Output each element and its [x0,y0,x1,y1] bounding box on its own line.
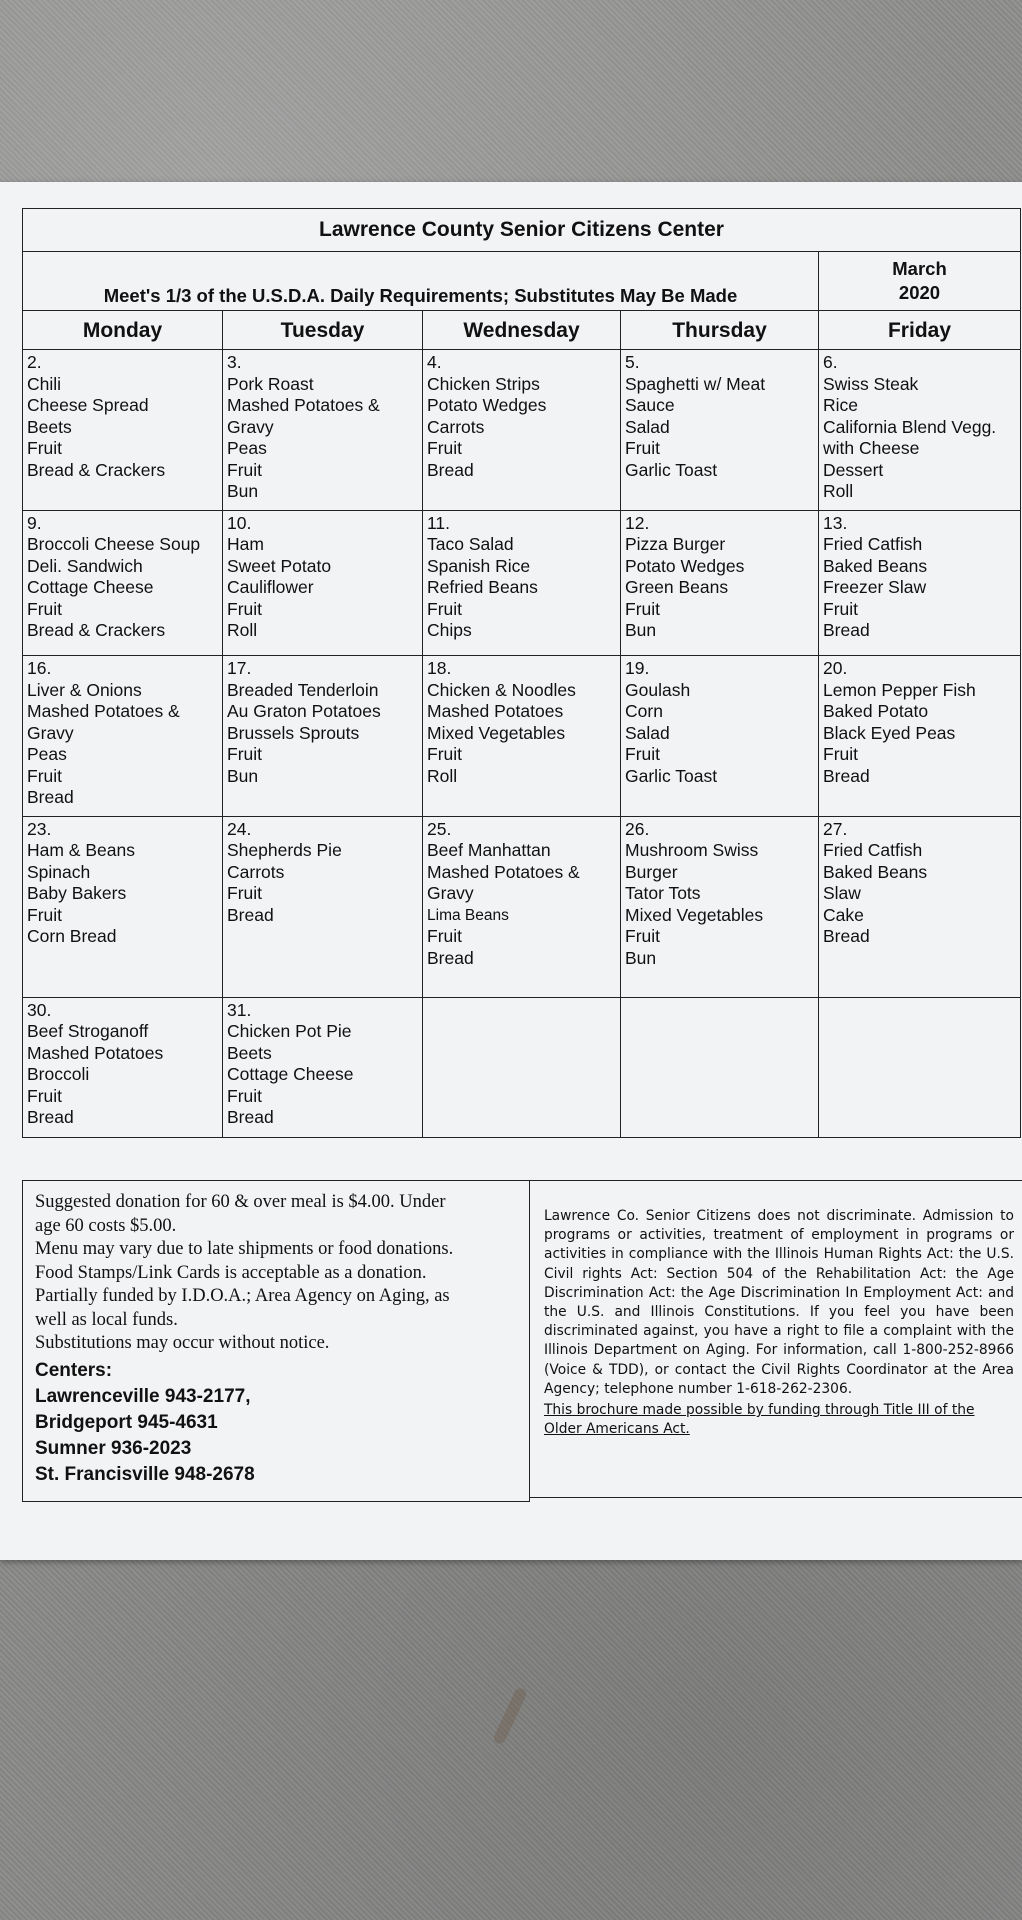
donation-line: well as local funds. [35,1309,178,1330]
day-date: 31. [227,999,252,1020]
menu-item: Chicken Strips [427,373,540,394]
menu-item: Bread [823,620,870,641]
day-cell [223,997,423,1137]
menu-item: Bread [427,459,474,480]
day-cell [621,350,819,511]
menu-item: Swiss Steak [823,373,919,394]
menu-item: Fruit [27,1085,62,1106]
menu-item: Bread [227,904,274,925]
menu-item: Beef Manhattan [427,840,551,861]
menu-item: Burger [625,861,678,882]
menu-item: Baked Beans [823,861,928,882]
menu-item: Bun [227,481,259,502]
menu-item: Fruit [227,459,262,480]
day-date: 16. [27,658,52,679]
donation-line: Partially funded by I.D.O.A.; Area Agency on Aging, as [35,1286,450,1306]
day-cell [423,350,621,511]
menu-item: Carrots [427,416,485,437]
day-cell [819,510,1021,655]
menu-item: Gravy [227,416,274,437]
menu-item: Freezer Slaw [823,577,927,598]
menu-item: Breaded Tenderloin [227,679,379,700]
center-phone: Bridgeport 945-4631 [35,1411,218,1433]
menu-item: Spinach [27,861,91,882]
menu-item: Garlic Toast [625,765,718,786]
menu-item: Mixed Vegetables [427,722,566,743]
day-cell [223,350,423,511]
menu-item: Baked Potato [823,701,929,722]
menu-item: Cauliflower [227,577,314,598]
day-date: 19. [625,658,650,679]
donation-line: Suggested donation for 60 & over meal is $4.00. Under [35,1192,446,1212]
menu-item: Bun [227,765,259,786]
menu-item: Liver & Onions [27,679,142,700]
menu-item: Fruit [427,598,462,619]
day-date: 12. [625,512,650,533]
menu-item: Bun [625,947,657,968]
day-cell [819,997,1021,1137]
menu-item: Bread & Crackers [27,459,166,480]
day-cell [819,656,1021,817]
day-date: 23. [27,818,52,839]
menu-item: Deli. Sandwich [27,555,143,576]
day-header-tuesday: Tuesday [223,311,423,350]
menu-item: Mushroom Swiss [625,840,759,861]
menu-item: Cake [823,904,864,925]
menu-item: Fruit [427,744,462,765]
day-date: 27. [823,818,848,839]
center-title: Lawrence County Senior Citizens Center [23,209,1021,252]
menu-item: Fruit [823,598,858,619]
menu-item: Spanish Rice [427,555,531,576]
donation-line: Substitutions may occur without notice. [35,1333,330,1353]
month-year [819,252,1021,311]
menu-item: Broccoli [27,1064,90,1085]
menu-item: Roll [427,765,458,786]
center-phone: Lawrenceville 943-2177, [35,1385,251,1407]
day-cell [819,816,1021,997]
menu-calendar-table [22,208,1021,1138]
menu-item: Fruit [625,438,660,459]
centers-list [35,1358,517,1488]
menu-item: Sweet Potato [227,555,332,576]
menu-item: Bun [625,620,657,641]
day-cell [621,510,819,655]
menu-item: Lemon Pepper Fish [823,679,976,700]
menu-item: Corn Bread [27,926,117,947]
day-cell [23,656,223,817]
menu-item: California Blend Vegg. [823,416,997,437]
menu-item: Mashed Potatoes & [427,861,580,882]
center-phone: St. Francisville 948-2678 [35,1463,255,1485]
day-cell [423,997,621,1137]
day-header-friday: Friday [819,311,1021,350]
day-date: 11. [427,512,451,533]
menu-item: Ham [227,534,264,555]
menu-item: Sauce [625,395,675,416]
menu-item: Bread [823,765,870,786]
menu-item: Bread [823,926,870,947]
year-label: 2020 [898,282,941,304]
weekday-header-row [23,311,1021,350]
menu-item: Green Beans [625,577,729,598]
week-row [23,350,1021,511]
nondiscrimination-notice [530,1180,1022,1498]
menu-item: Mashed Potatoes & [27,701,180,722]
day-date: 24. [227,818,252,839]
donation-line: age 60 costs $5.00. [35,1215,177,1236]
day-date: 20. [823,658,848,679]
week-row [23,997,1021,1137]
day-cell [621,816,819,997]
menu-item: Salad [625,416,670,437]
menu-item: Bread [27,787,74,808]
menu-item: Baked Beans [823,555,928,576]
menu-item: Fruit [27,438,62,459]
menu-item: Shepherds Pie [227,840,342,861]
donation-line: Food Stamps/Link Cards is acceptable as a donation. [35,1262,427,1283]
menu-item: Fruit [227,598,262,619]
menu-item: Bread [27,1107,74,1128]
menu-item: Black Eyed Peas [823,722,956,743]
menu-item: Fruit [427,438,462,459]
menu-item: Fruit [227,1085,262,1106]
menu-item: Mashed Potatoes [27,1042,164,1063]
menu-item: Potato Wedges [625,555,745,576]
menu-item: Slaw [823,883,861,904]
day-date: 4. [427,352,442,373]
menu-item: Beef Stroganoff [27,1021,149,1042]
week-row [23,510,1021,655]
menu-item: Gravy [27,722,74,743]
day-date: 2. [27,352,42,373]
menu-item: Mashed Potatoes [427,701,564,722]
day-date: 26. [625,818,650,839]
menu-item: Fried Catfish [823,840,923,861]
menu-item: Fruit [227,883,262,904]
donation-text [35,1191,517,1356]
menu-item: Broccoli Cheese Soup [27,534,201,555]
menu-item: Chips [427,620,472,641]
menu-item: Gravy [427,883,474,904]
menu-item: Baby Bakers [27,883,127,904]
day-date: 18. [427,658,452,679]
menu-item: Chicken & Noodles [427,679,576,700]
donation-line: Menu may vary due to late shipments or food donations. [35,1239,454,1259]
menu-item: Tator Tots [625,883,701,904]
day-cell [223,510,423,655]
notice-text: Lawrence Co. Senior Citizens does not discriminate. Admission to programs or activities, treatment of employment in programs or activities in compliance with the Illinois Human Rights Act: the U.S. Civil rights Act: Section 504 of the Rehabilitation Act: the Age Discrimination Act: the Age Discrimination In Employment Act: and the U.S. and Illinois Constitutions. If you feel you have been discriminated against, you have a right to file a complaint with the Illinois Department on Aging. For information, call 1-800-252-8966 (Voice & TDD), or contact the Civil Rights Coordinator at the Area Agency; telephone number 1-618-262-2306. [544,1208,1014,1397]
menu-item: Chili [27,373,62,394]
menu-item: Garlic Toast [625,459,718,480]
menu-item: Beets [227,1042,272,1063]
day-cell [819,350,1021,511]
center-phone: Sumner 936-2023 [35,1437,192,1459]
day-date: 6. [823,352,838,373]
usda-subtitle: Meet's 1/3 of the U.S.D.A. Daily Requirements; Substitutes May Be Made [23,252,819,311]
day-cell [223,656,423,817]
day-cell [621,997,819,1137]
menu-item: Lima Beans [427,906,509,924]
menu-item: Cottage Cheese [227,1064,354,1085]
menu-item: Ham & Beans [27,840,135,861]
menu-item: Fruit [823,744,858,765]
menu-item: Bread [427,947,474,968]
day-cell [621,656,819,817]
day-date: 10. [227,512,252,533]
menu-item: Fruit [227,744,262,765]
day-date: 13. [823,512,848,533]
day-cell [23,510,223,655]
menu-item: Peas [27,744,67,765]
menu-item: Goulash [625,679,691,700]
menu-item: Corn [625,701,663,722]
day-date: 17. [227,658,252,679]
day-header-monday: Monday [23,311,223,350]
menu-item: Au Graton Potatoes [227,701,381,722]
day-cell [23,997,223,1137]
menu-item: Bread [227,1107,274,1128]
menu-item: Fruit [27,904,62,925]
day-date: 3. [227,352,242,373]
day-cell [223,816,423,997]
day-cell [423,510,621,655]
menu-item: Cheese Spread [27,395,149,416]
menu-item: Rice [823,395,859,416]
day-date: 9. [27,512,42,533]
menu-item: Beets [27,416,72,437]
menu-item: Potato Wedges [427,395,547,416]
month-label: March [892,258,947,280]
funding-statement: This brochure made possible by funding through Title III of the Older Americans Act. [544,1402,975,1438]
day-header-wednesday: Wednesday [423,311,621,350]
week-row [23,656,1021,817]
day-cell [423,816,621,997]
day-header-thursday: Thursday [621,311,819,350]
menu-item: Taco Salad [427,534,514,555]
menu-item: Cottage Cheese [27,577,154,598]
day-cell [23,350,223,511]
menu-item: Salad [625,722,670,743]
menu-item: Pizza Burger [625,534,726,555]
menu-item: Roll [823,481,854,502]
menu-item: Roll [227,620,258,641]
menu-item: Spaghetti w/ Meat [625,373,766,394]
menu-item: Fried Catfish [823,534,923,555]
menu-item: Mixed Vegetables [625,904,764,925]
day-cell [23,816,223,997]
menu-item: Pork Roast [227,373,314,394]
menu-item: Bread & Crackers [27,620,166,641]
day-date: 30. [27,999,52,1020]
menu-item: Fruit [27,765,62,786]
day-date: 25. [427,818,452,839]
menu-item: Fruit [27,598,62,619]
donation-info-box [22,1180,530,1502]
week-row [23,816,1021,997]
menu-item: Mashed Potatoes & [227,395,380,416]
menu-item: Dessert [823,459,884,480]
menu-item: Brussels Sprouts [227,722,360,743]
menu-item: Fruit [427,926,462,947]
centers-label: Centers: [35,1359,113,1381]
menu-item: with Cheese [823,438,920,459]
menu-item: Fruit [625,598,660,619]
day-date: 5. [625,352,640,373]
menu-item: Refried Beans [427,577,538,598]
menu-item: Fruit [625,744,660,765]
menu-item: Fruit [625,926,660,947]
menu-item: Carrots [227,861,285,882]
day-cell [423,656,621,817]
menu-item: Peas [227,438,267,459]
menu-item: Chicken Pot Pie [227,1021,352,1042]
